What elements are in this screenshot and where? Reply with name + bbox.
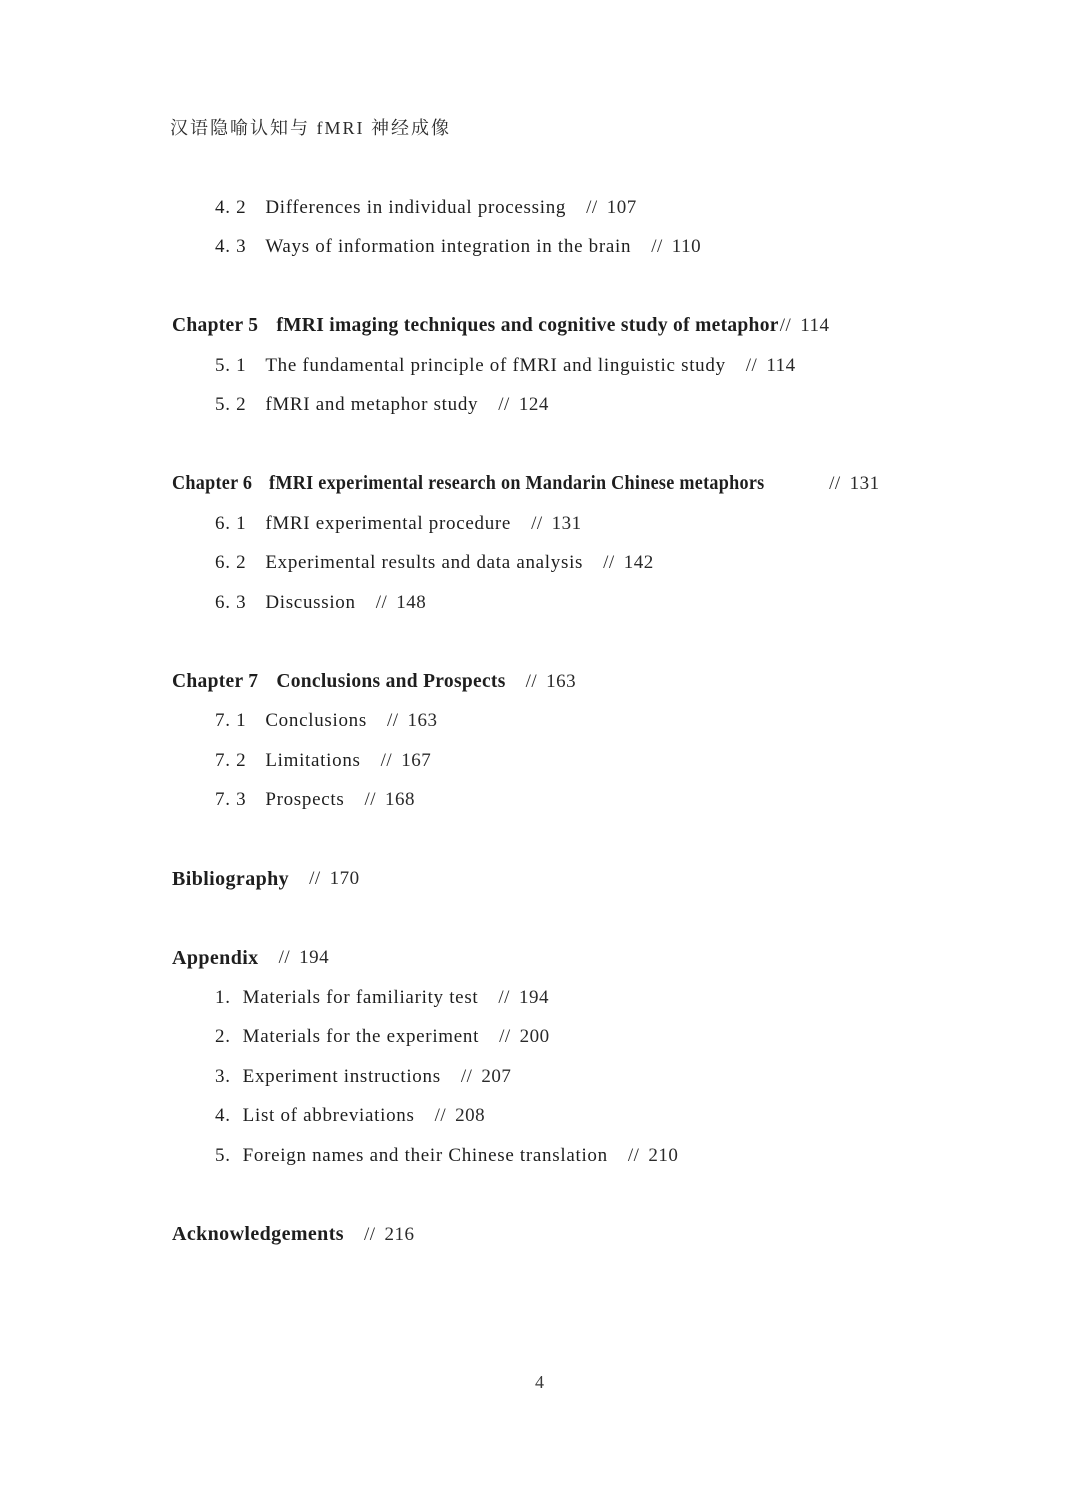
entry-page: 194 — [518, 986, 549, 1008]
entry-page-ref — [461, 1066, 512, 1088]
page-separator: // — [434, 1105, 447, 1127]
page-separator: // — [375, 591, 388, 613]
page-separator: // — [386, 710, 399, 732]
toc-entry-appendix-4 — [172, 1097, 1040, 1137]
page-separator: // — [363, 1223, 376, 1245]
entry-page: 131 — [551, 512, 582, 534]
section-gap — [172, 623, 1040, 663]
entry-title: Limitations — [265, 749, 361, 771]
toc-entry-5-1 — [172, 346, 1040, 386]
entry-number: 5. 1 — [215, 354, 247, 376]
page-separator: // — [603, 552, 615, 574]
entry-title: Experiment instructions — [242, 1065, 441, 1087]
entry-number: 5. — [215, 1144, 231, 1166]
table-of-contents — [172, 188, 1040, 1255]
toc-entry-acknowledgements — [172, 1215, 1040, 1255]
entry-page: 124 — [518, 394, 549, 416]
page-separator: // — [829, 473, 841, 495]
entry-page: 107 — [606, 196, 637, 218]
entry-page: 210 — [648, 1144, 679, 1166]
entry-page-ref — [435, 1105, 486, 1127]
entry-page: 200 — [519, 1026, 550, 1048]
toc-entry-5-2 — [172, 386, 1040, 426]
entry-page: 114 — [800, 315, 830, 337]
entry-page-ref — [603, 552, 654, 574]
entry-title: Conclusions — [265, 710, 367, 732]
entry-page-ref — [829, 473, 880, 495]
entry-number: 4. 2 — [215, 196, 247, 218]
entry-title: fMRI experimental procedure — [265, 512, 512, 534]
chapter-title: fMRI imaging techniques and cognitive study of metaphor — [276, 315, 779, 337]
entry-page: 110 — [671, 236, 702, 258]
entry-page-ref — [526, 671, 577, 693]
toc-entry-4-2 — [172, 188, 1040, 228]
toc-entry-7-3 — [172, 781, 1040, 821]
toc-entry-appendix-5 — [172, 1136, 1040, 1176]
entry-number: 6. 1 — [215, 512, 247, 534]
entry-page: 194 — [299, 947, 330, 969]
entry-page-ref — [364, 789, 415, 811]
entry-number: 2. — [215, 1026, 231, 1048]
entry-page: 163 — [546, 670, 577, 692]
page-separator: // — [651, 236, 663, 258]
toc-entry-6-2 — [172, 544, 1040, 584]
chapter-title: fMRI experimental research on Mandarin Chinese metaphors — [269, 473, 765, 495]
entry-number: 6. 3 — [215, 591, 247, 613]
entry-page-ref — [387, 710, 438, 732]
section-gap — [172, 267, 1040, 307]
entry-page: 216 — [384, 1223, 415, 1245]
entry-title: Ways of information integration in the brain — [265, 236, 632, 258]
entry-title: Differences in individual processing — [265, 196, 567, 218]
toc-entry-7-2 — [172, 741, 1040, 781]
page-separator: // — [498, 394, 510, 416]
entry-page-ref — [586, 197, 637, 219]
entry-page-ref — [498, 394, 549, 416]
page-separator: // — [745, 354, 758, 376]
entry-page-ref — [651, 236, 701, 258]
toc-entry-bibliography — [172, 860, 1040, 900]
page-number: 4 — [535, 1372, 545, 1392]
entry-number: 4. — [215, 1105, 231, 1127]
entry-page: 142 — [623, 552, 654, 574]
page-separator: // — [380, 749, 393, 771]
entry-number: 7. 3 — [215, 789, 247, 811]
entry-title: List of abbreviations — [242, 1105, 415, 1127]
entry-page: 131 — [849, 473, 880, 495]
entry-title: The fundamental principle of fMRI and linguistic study — [265, 354, 726, 376]
entry-title: Experimental results and data analysis — [265, 552, 584, 574]
toc-entry-appendix-3 — [172, 1057, 1040, 1097]
entry-page: 168 — [385, 789, 416, 811]
running-header: 汉语隐喻认知与 fMRI 神经成像 — [170, 118, 451, 138]
toc-entry-appendix — [172, 939, 1040, 979]
toc-entry-appendix-2 — [172, 1018, 1040, 1058]
section-title: Appendix — [172, 946, 259, 969]
entry-page-ref — [498, 987, 549, 1009]
entry-page: 148 — [396, 591, 427, 613]
entry-page-ref — [279, 947, 330, 969]
section-gap — [172, 820, 1040, 860]
toc-entry-4-3 — [172, 228, 1040, 268]
section-gap — [172, 899, 1040, 939]
entry-number: 7. 1 — [215, 710, 247, 732]
entry-number: 6. 2 — [215, 552, 247, 574]
entry-number: 1. — [215, 986, 231, 1008]
toc-entry-chapter-7 — [172, 662, 1040, 702]
section-title: Acknowledgements — [172, 1223, 344, 1246]
entry-title: Prospects — [265, 789, 345, 811]
toc-entry-chapter-5 — [172, 307, 1040, 347]
page-separator: // — [309, 868, 321, 890]
page-separator: // — [278, 947, 291, 969]
page-separator: // — [364, 789, 377, 811]
toc-entry-7-1 — [172, 702, 1040, 742]
page-separator: // — [525, 670, 538, 692]
entry-page: 170 — [329, 868, 360, 890]
entry-page-ref — [531, 513, 582, 535]
entry-page: 163 — [407, 710, 438, 732]
section-title: Bibliography — [172, 867, 290, 890]
page-separator: // — [779, 315, 792, 337]
entry-page: 208 — [455, 1105, 486, 1127]
entry-page-ref — [381, 750, 432, 772]
toc-entry-6-1 — [172, 504, 1040, 544]
entry-page-ref — [780, 315, 830, 337]
section-gap — [172, 1176, 1040, 1216]
entry-page-ref — [628, 1145, 679, 1167]
entry-page-ref — [309, 868, 360, 890]
toc-entry-appendix-1 — [172, 978, 1040, 1018]
section-gap — [172, 425, 1040, 465]
page-separator: // — [531, 512, 543, 534]
entry-page-ref — [376, 592, 427, 614]
chapter-label: Chapter 6 — [172, 473, 253, 495]
entry-title: fMRI and metaphor study — [265, 394, 479, 416]
entry-number: 3. — [215, 1065, 231, 1087]
entry-number: 7. 2 — [215, 749, 247, 771]
entry-page-ref — [746, 355, 796, 377]
page-separator: // — [627, 1144, 640, 1166]
entry-page-ref — [364, 1224, 415, 1246]
chapter-title: Conclusions and Prospects — [276, 670, 506, 692]
toc-entry-6-3 — [172, 583, 1040, 623]
entry-title: Foreign names and their Chinese translation — [242, 1144, 608, 1166]
chapter-heading-text — [172, 473, 764, 495]
page-separator: // — [460, 1065, 473, 1087]
chapter-label: Chapter 5 — [172, 315, 259, 337]
entry-page: 114 — [766, 354, 796, 376]
page-separator: // — [586, 196, 598, 218]
entry-title: Materials for familiarity test — [242, 986, 479, 1008]
entry-title: Materials for the experiment — [242, 1026, 480, 1048]
entry-page: 207 — [481, 1065, 512, 1087]
toc-entry-chapter-6 — [172, 465, 1040, 505]
page-separator: // — [498, 986, 510, 1008]
entry-page: 167 — [401, 749, 432, 771]
entry-number: 5. 2 — [215, 394, 247, 416]
entry-page-ref — [499, 1026, 550, 1048]
entry-number: 4. 3 — [215, 236, 247, 258]
page-separator: // — [499, 1026, 511, 1048]
entry-title: Discussion — [265, 591, 356, 613]
chapter-label: Chapter 7 — [172, 670, 259, 692]
